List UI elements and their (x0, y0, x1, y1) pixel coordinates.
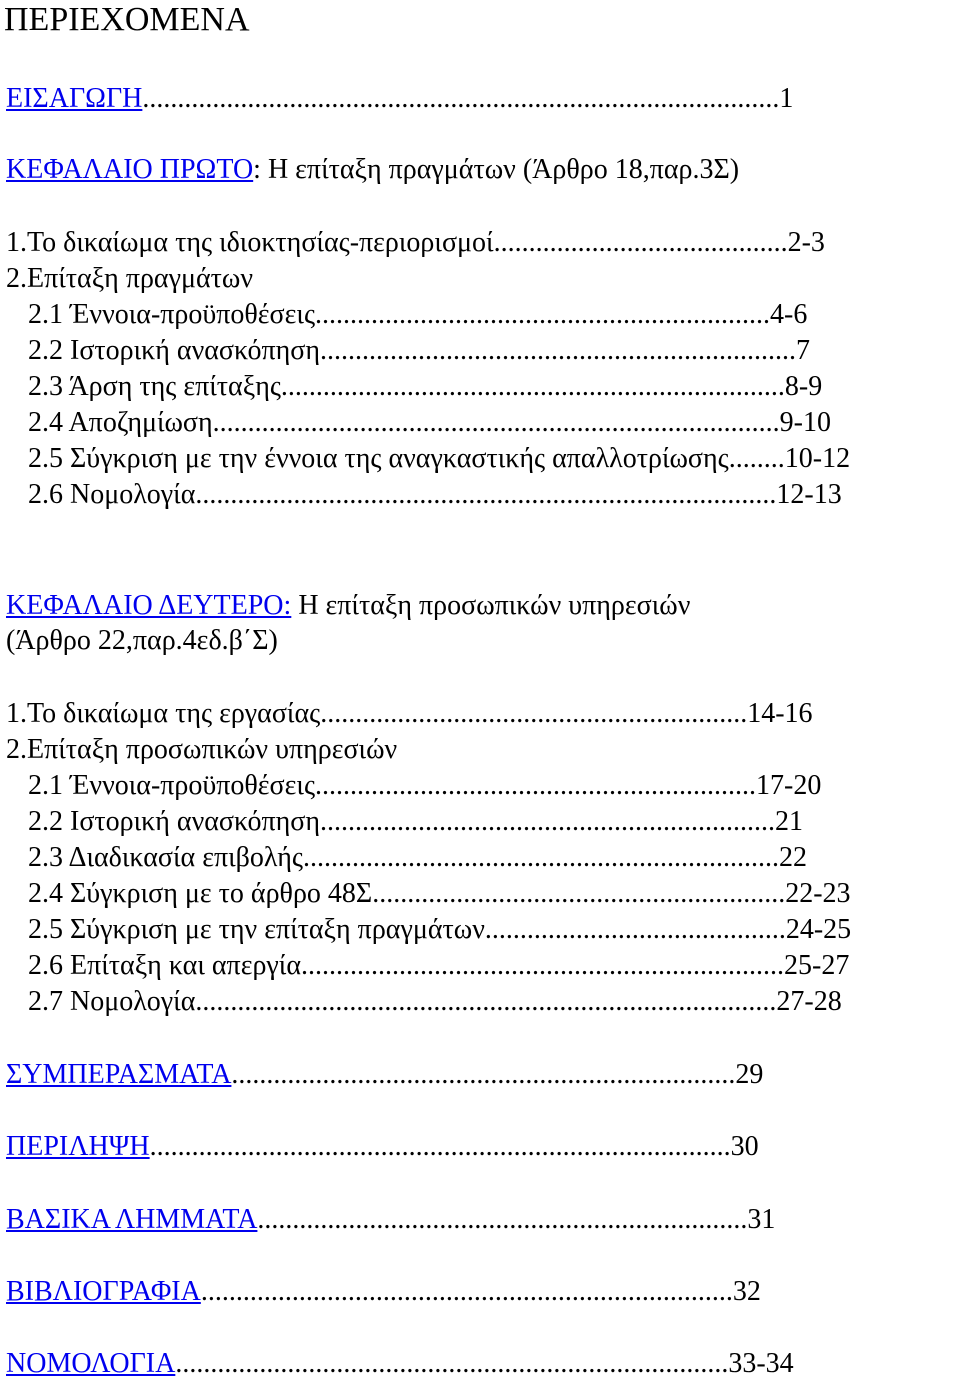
toc-entry: 2.5 Σύγκριση με την επίταξη πραγμάτων...........................................24-25 (28, 914, 852, 945)
toc-link-conclusions[interactable]: ΣΥΜΠΕΡΑΣΜΑΤΑ (6, 1059, 232, 1090)
toc-entry-summary (6, 1130, 759, 1164)
toc-entry-conclusions (6, 1058, 763, 1092)
toc-link-chapter-two[interactable]: ΚΕΦΑΛΑΙΟ ΔΕΥΤΕΡΟ: (6, 590, 292, 621)
toc-link-introduction[interactable]: ΕΙΣΑΓΩΓΗ (6, 83, 143, 114)
toc-entry: 2.Επίταξη πραγμάτων (6, 263, 253, 294)
toc-entry: 2.Επίταξη προσωπικών υπηρεσιών (6, 734, 398, 765)
toc-entry: 2.7 Νομολογία...................................................................................27-28 (28, 986, 842, 1017)
toc-entry-keywords (6, 1203, 775, 1237)
page-title: ΠΕΡΙΕΧΟΜΕΝΑ (4, 1, 250, 38)
toc-entry: 2.1 Έννοια-προϋποθέσεις.................................................................4-6 (28, 299, 808, 330)
toc-entry: 2.2 Ιστορική ανασκόπηση.................................................................21 (28, 806, 804, 837)
toc-entry-chapter-two (6, 589, 690, 623)
toc-link-summary[interactable]: ΠΕΡΙΛΗΨΗ (6, 1131, 150, 1162)
toc-entry: 2.3 Άρση της επίταξης........................................................................8-9 (28, 371, 823, 402)
toc-dots: ...................................................................................30 (149, 1131, 759, 1162)
toc-dots: ...............................................................................33-34 (175, 1348, 794, 1379)
toc-link-chapter-one[interactable]: ΚΕΦΑΛΑΙΟ ΠΡΩΤΟ (6, 154, 254, 185)
toc-entry: 2.2 Ιστορική ανασκόπηση....................................................................7 (28, 335, 811, 366)
toc-link-case-law[interactable]: ΝΟΜΟΛΟΓΙΑ (6, 1348, 176, 1379)
toc-entry: 2.5 Σύγκριση με την έννοια της αναγκαστικής απαλλοτρίωσης........10-12 (28, 443, 851, 474)
toc-chapter-title: Η επίταξη προσωπικών υπηρεσιών (291, 590, 691, 621)
toc-dots: ......................................................................31 (257, 1204, 776, 1235)
toc-entry-introduction (6, 82, 793, 116)
toc-entry: 1.Το δικαίωμα της ιδιοκτησίας-περιορισμοί..........................................2-3 (6, 227, 825, 258)
toc-entry: 2.6 Επίταξη και απεργία.....................................................................25-27 (28, 950, 850, 981)
toc-entry: 2.4 Αποζημίωση.................................................................................9-10 (28, 407, 831, 438)
toc-entry-case-law (6, 1347, 794, 1381)
toc-dots: ............................................................................32 (200, 1276, 761, 1307)
toc-entry-chapter-one (6, 153, 739, 187)
toc-entry-bibliography (6, 1275, 761, 1309)
toc-chapter-title: : Η επίταξη πραγμάτων (Άρθρο 18,παρ.3Σ) (253, 154, 740, 185)
toc-link-keywords[interactable]: ΒΑΣΙΚΑ ΛΗΜΜΑΤΑ (6, 1204, 258, 1235)
toc-entry: 2.6 Νομολογία...................................................................................12-13 (28, 479, 842, 510)
toc-dots: ........................................................................29 (231, 1059, 764, 1090)
toc-entry: 2.1 Έννοια-προϋποθέσεις...............................................................17-20 (28, 770, 822, 801)
toc-entry: 1.Το δικαίωμα της εργασίας.............................................................14-16 (6, 698, 813, 729)
toc-link-bibliography[interactable]: ΒΙΒΛΙΟΓΡΑΦΙΑ (6, 1276, 201, 1307)
toc-entry: 2.4 Σύγκριση με το άρθρο 48Σ...........................................................22-23 (28, 878, 851, 909)
toc-chapter-subtitle: (Άρθρο 22,παρ.4εδ.β΄Σ) (6, 625, 278, 656)
toc-entry: 2.3 Διαδικασία επιβολής....................................................................22 (28, 842, 807, 873)
toc-dots: ...........................................................................................1 (142, 83, 794, 114)
